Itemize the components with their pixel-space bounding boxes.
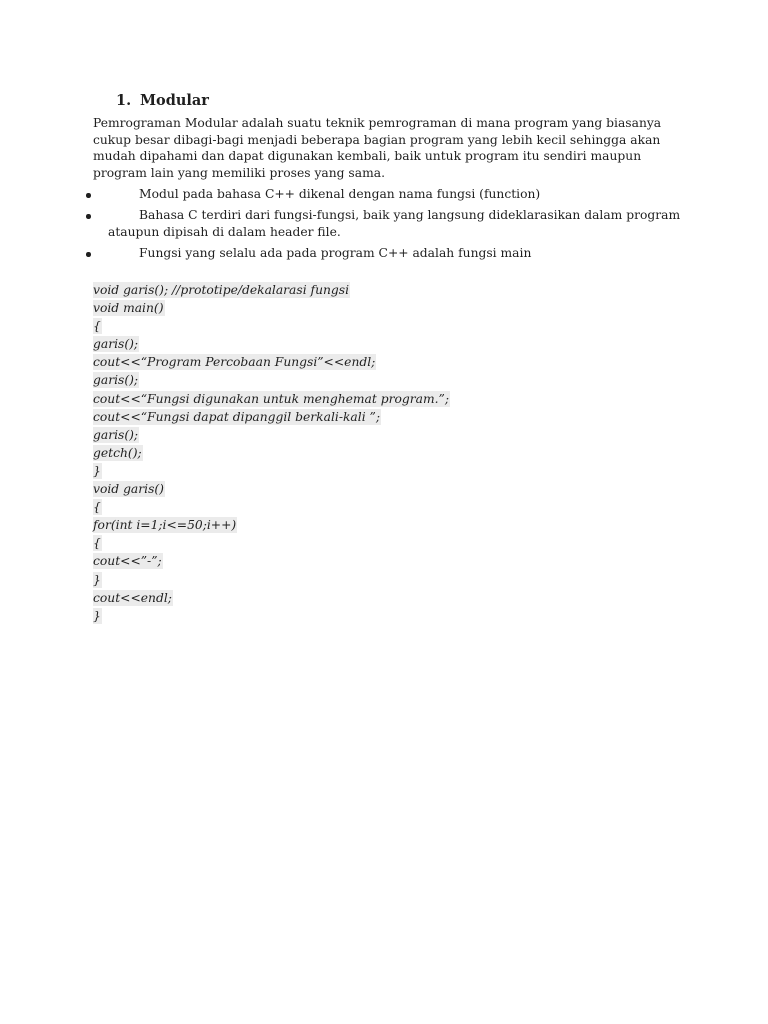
- code-line-text: cout<<“Program Percobaan Fungsi”<<endl;: [93, 355, 376, 370]
- code-line-text: }: [93, 463, 101, 478]
- code-line-text: void garis(); //prototipe/dekalarasi fungsi: [93, 283, 350, 297]
- code-line: [93, 425, 450, 443]
- section-heading: [116, 91, 209, 111]
- code-line-text: cout<<“Fungsi dapat dipanggil berkali-kali ”;: [93, 409, 380, 424]
- code-line-text: }: [93, 572, 101, 587]
- code-line: [93, 588, 450, 606]
- code-line-text: garis();: [93, 373, 139, 388]
- heading-number: 1.: [116, 92, 132, 109]
- code-line: [93, 443, 450, 461]
- code-line: [93, 298, 450, 316]
- code-line-text: {: [93, 536, 101, 551]
- bullet-dot-icon: [86, 193, 91, 198]
- bullet-text: Bahasa C terdiri dari fungsi-fungsi, baik yang langsung dideklarasikan dalam program ataupun dipisah di dalam header file.: [108, 208, 681, 239]
- code-line: [93, 370, 450, 388]
- code-line: [93, 497, 450, 515]
- code-line: [93, 389, 450, 407]
- bullet-dot-icon: [86, 252, 91, 257]
- code-line-text: void garis(): [93, 482, 164, 497]
- code-line-text: }: [93, 608, 101, 623]
- code-block: [93, 280, 450, 624]
- code-line: [93, 407, 450, 425]
- code-line: [93, 280, 450, 298]
- bullet-dot-icon: [86, 214, 91, 219]
- code-line-text: getch();: [93, 445, 142, 460]
- code-line: [93, 352, 450, 370]
- heading-title: Modular: [140, 92, 209, 109]
- code-line: [93, 533, 450, 551]
- code-line: [93, 316, 450, 334]
- code-line-text: void main(): [93, 301, 164, 316]
- bullet-item: [0, 245, 688, 262]
- code-line-text: for(int i=1;i<=50;i++): [93, 518, 237, 533]
- code-line-text: {: [93, 319, 101, 334]
- code-line-text: cout<<endl;: [93, 590, 172, 605]
- code-line: [93, 515, 450, 533]
- code-line: [93, 570, 450, 588]
- bullet-text: Fungsi yang selalu ada pada program C++ adalah fungsi main: [139, 246, 532, 260]
- code-line: [93, 334, 450, 352]
- code-line: [93, 479, 450, 497]
- bullet-text: Modul pada bahasa C++ dikenal dengan nama fungsi (function): [139, 187, 541, 201]
- code-line: [93, 461, 450, 479]
- intro-paragraph: Pemrograman Modular adalah suatu teknik pemrograman di mana program yang biasanya cukup besar dibagi-bagi menjadi beberapa bagian program yang lebih kecil sehingga akan mudah dipahami dan dapat digunakan kembali, baik untuk program itu sendiri maupun program lain yang memiliki proses yang sama.: [93, 116, 662, 180]
- code-line-text: cout<<”-”;: [93, 554, 162, 569]
- code-line: [93, 606, 450, 624]
- code-line-text: cout<<“Fungsi digunakan untuk menghemat program.”;: [93, 391, 449, 406]
- bullet-item: [0, 186, 688, 203]
- code-line-text: garis();: [93, 427, 139, 442]
- code-line-text: garis();: [93, 337, 139, 352]
- code-line-text: {: [93, 500, 101, 515]
- code-line: [93, 551, 450, 569]
- bullet-item: [0, 207, 688, 241]
